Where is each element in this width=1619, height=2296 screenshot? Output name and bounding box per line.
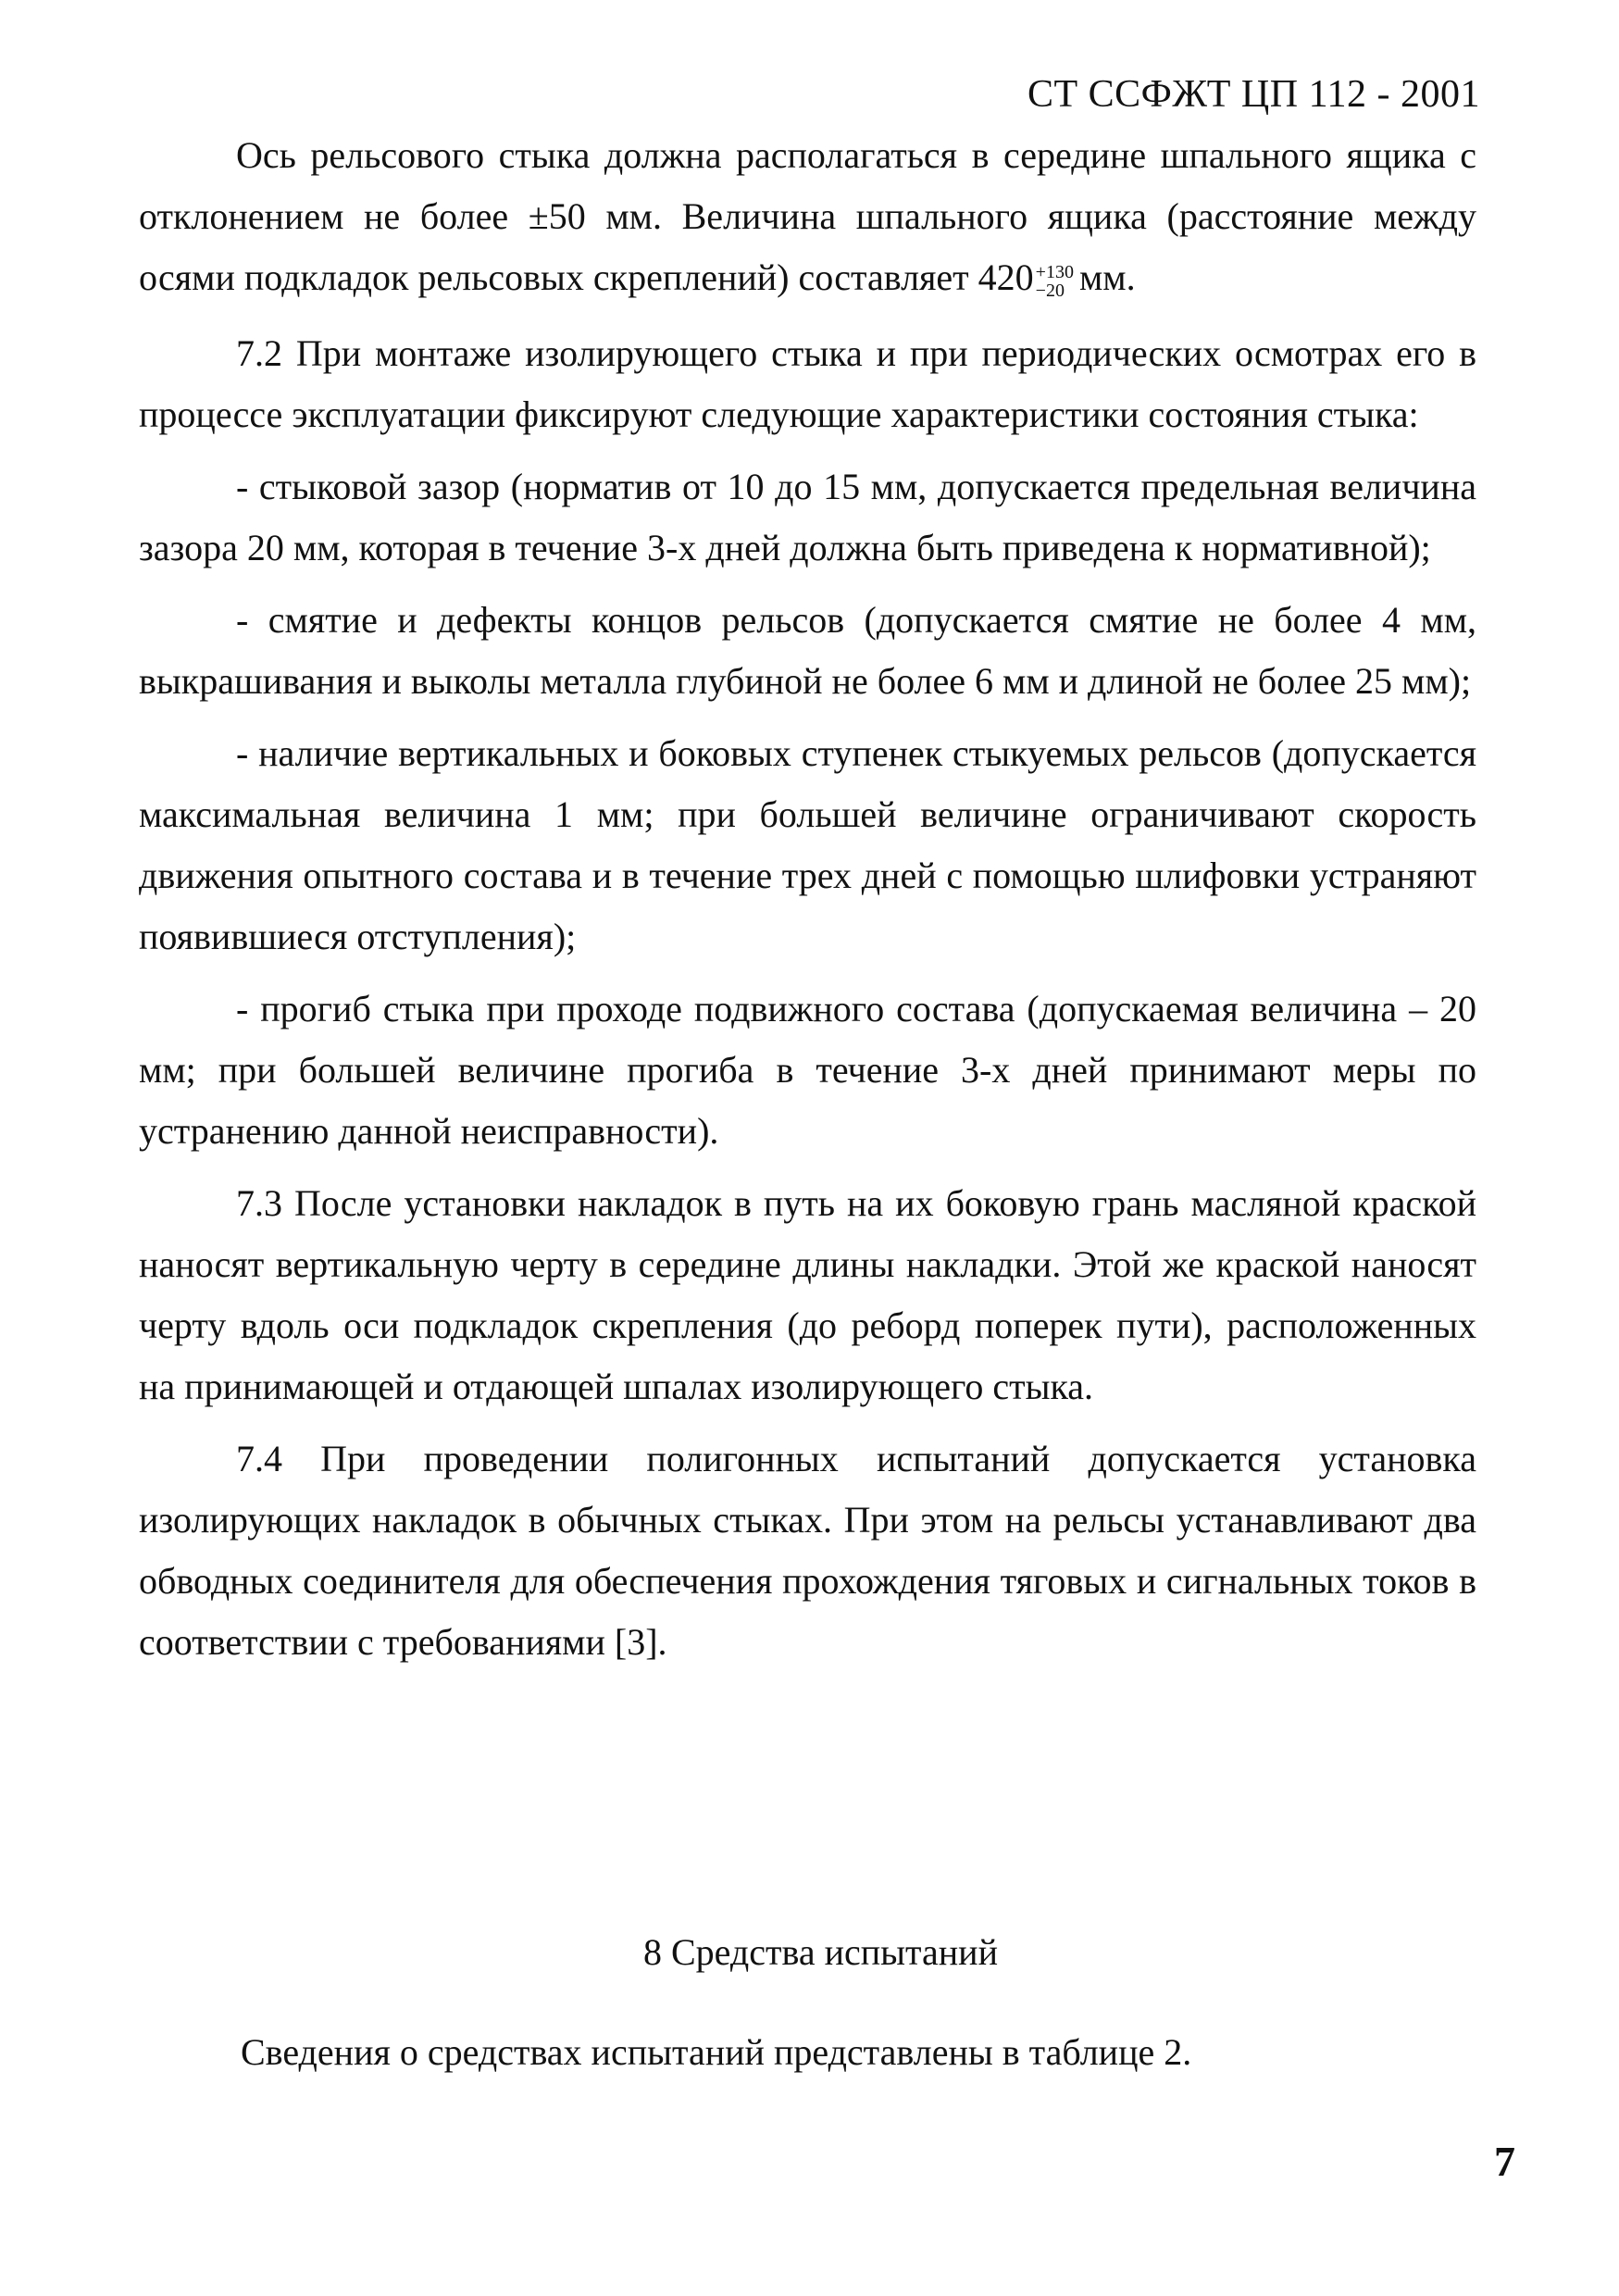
paragraph-text: Ось рельсового стыка должна располагаться в середине шпального ящика с отклонением не более ±50 мм. Величина шпального ящика (расстояние между осями подкладок рельсовых скреплений) составляет 420 (139, 134, 1476, 298)
tolerance-stack (1036, 263, 1074, 300)
list-item-joint-deflection: - прогиб стыка при проходе подвижного состава (допускаемая величина – 20 мм; при большей величине прогиба в течение 3-х дней принимают меры по устранению данной неисправности). (139, 988, 1476, 1152)
tolerance-lower: −20 (1035, 280, 1065, 301)
paragraph-text-unit: мм. (1078, 256, 1136, 298)
paragraph-7-4: 7.4 При проведении полигонных испытаний допускается установка изолирующих накладок в обычных стыках. При этом на рельсы устанавливают два обводных соединителя для обеспечения прохождения тяговых и сигнальных токов в соответствии с требованиями [3]. (139, 1438, 1476, 1663)
list-item-joint-gap: - стыковой зазор (норматив от 10 до 15 мм, допускается предельная величина зазора 20 мм, которая в течение 3-х дней должна быть приведена к нормативной); (139, 466, 1476, 568)
list-item-rail-steps: - наличие вертикальных и боковых ступенек стыкуемых рельсов (допускается максимальная величина 1 мм; при большей величине ограничивают скорость движения опытного состава и в течение трех дней с помощью шлифовки устраняют появившиеся отступления); (139, 732, 1476, 957)
tolerance-upper: +130 (1035, 261, 1074, 282)
section-8-heading: 8 Средства испытаний (643, 1931, 998, 1973)
paragraph-rail-joint-axis (139, 125, 1476, 308)
paragraph-7-3: 7.3 После установки накладок в путь на их боковую грань масляной краской наносят вертикальную черту в середине длины накладки. Этой же краской наносят черту вдоль оси подкладок скрепления (до реборд поперек пути), расположенных на принимающей и отдающей шпалах изолирующего стыка. (139, 1182, 1476, 1407)
list-item-rail-end-defects: - смятие и дефекты концов рельсов (допускается смятие не более 4 мм, выкрашивания и выколы металла глубиной не более 6 мм и длиной не более 25 мм); (139, 599, 1476, 702)
document-body (139, 125, 1476, 1684)
paragraph-7-2: 7.2 При монтаже изолирующего стыка и при периодических осмотрах его в процессе эксплуатации фиксируют следующие характеристики состояния стыка: (139, 332, 1476, 435)
page-number: 7 (1494, 2138, 1515, 2185)
document-code-header: СТ ССФЖТ ЦП 112 - 2001 (1027, 73, 1480, 116)
section-8-text: Сведения о средствах испытаний представлены в таблице 2. (241, 2031, 1192, 2073)
